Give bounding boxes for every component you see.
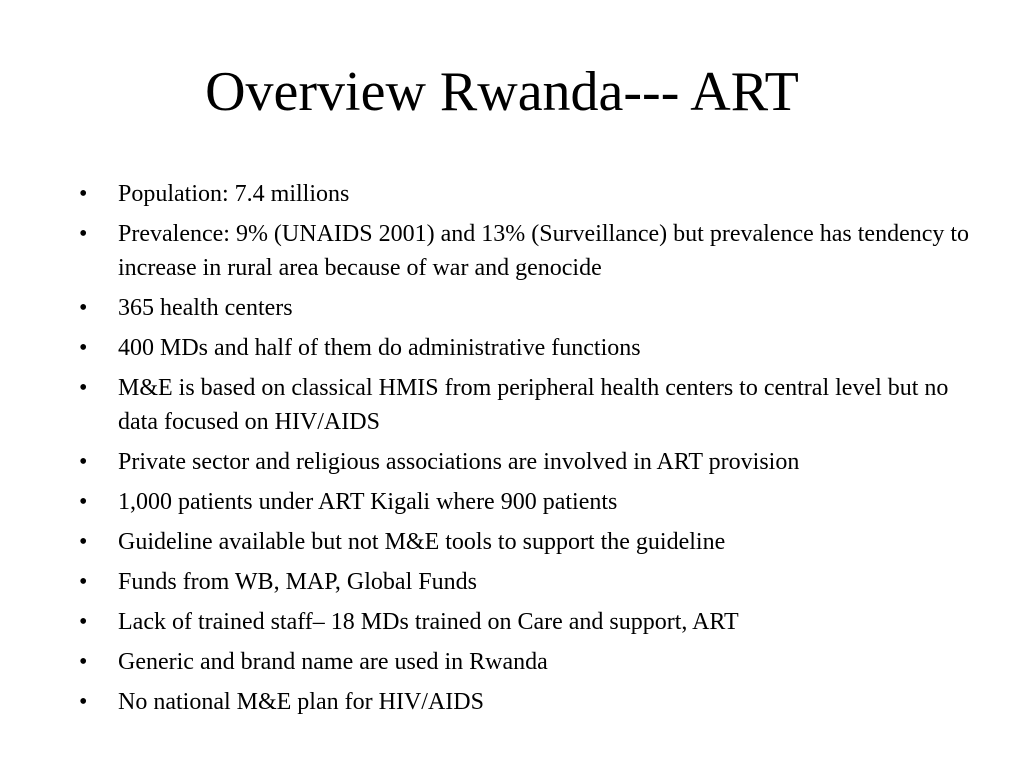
bullet-item-private-sector [79,445,979,479]
bullet-text: Private sector and religious associations are involved in ART provision [118,449,800,475]
bullet-text: 365 health centers [118,295,293,321]
bullet-icon: • [79,649,88,675]
bullet-icon: • [79,375,88,401]
bullet-icon: • [79,529,88,555]
bullet-icon: • [79,295,88,321]
bullet-icon: • [79,689,88,715]
bullet-icon: • [79,335,88,361]
bullet-item-population [79,177,979,211]
bullet-list [79,177,979,725]
bullet-text: M&E is based on classical HMIS from peripheral health centers to central level but no data focused on HIV/AIDS [118,375,949,435]
bullet-item-patients [79,485,979,519]
bullet-icon: • [79,569,88,595]
bullet-item-generic-brand [79,645,979,679]
bullet-item-trained-staff [79,605,979,639]
bullet-text: Guideline available but not M&E tools to support the guideline [118,529,726,555]
bullet-item-guideline [79,525,979,559]
bullet-icon: • [79,181,88,207]
bullet-item-health-centers [79,291,979,325]
bullet-icon: • [79,221,88,247]
bullet-text: 400 MDs and half of them do administrative functions [118,335,641,361]
bullet-text: 1,000 patients under ART Kigali where 900 patients [118,489,618,515]
bullet-text: Lack of trained staff– 18 MDs trained on Care and support, ART [118,609,739,635]
bullet-icon: • [79,449,88,475]
bullet-item-me-plan [79,685,979,719]
bullet-item-me-hmis [79,371,979,439]
bullet-icon: • [79,489,88,515]
bullet-text: Prevalence: 9% (UNAIDS 2001) and 13% (Surveillance) but prevalence has tendency to increase in rural area because of war and genocide [118,221,970,281]
bullet-item-prevalence [79,217,979,285]
bullet-text: No national M&E plan for HIV/AIDS [118,689,484,715]
bullet-item-mds [79,331,979,365]
bullet-text: Funds from WB, MAP, Global Funds [118,569,477,595]
bullet-icon: • [79,609,88,635]
bullet-text: Generic and brand name are used in Rwanda [118,649,548,675]
bullet-text: Population: 7.4 millions [118,181,350,207]
bullet-item-funds [79,565,979,599]
slide-title: Overview Rwanda--- ART [205,61,799,123]
